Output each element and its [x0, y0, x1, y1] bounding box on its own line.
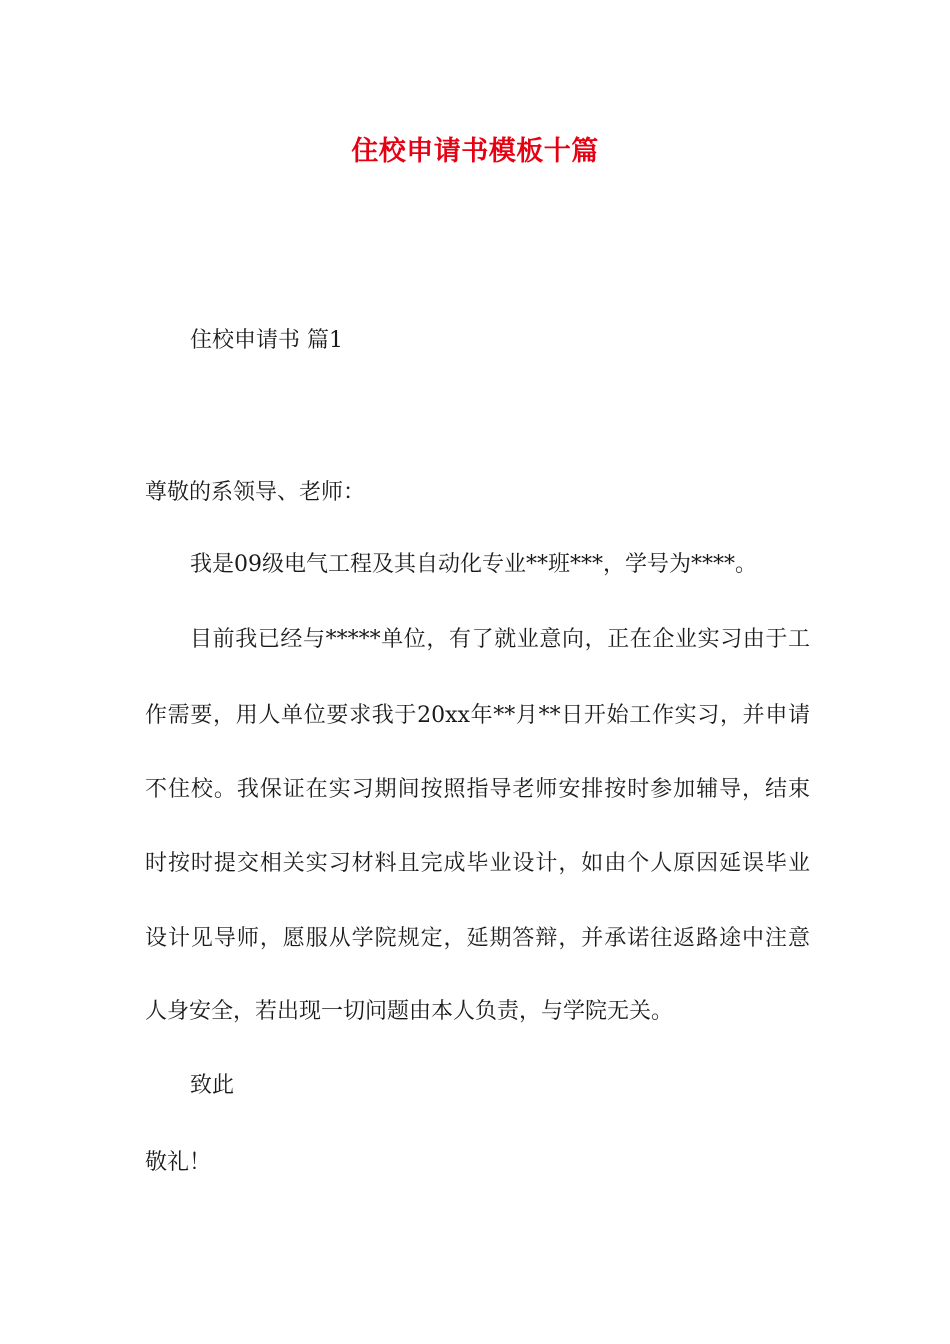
- salutation: 尊敬的系领导、老师：: [145, 480, 366, 505]
- paragraph-line-1: 目前我已经与*****单位，有了就业意向，正在企业实习由于工: [190, 627, 810, 652]
- paragraph-intro: 我是09级电气工程及其自动化专业**班***，学号为****。: [190, 552, 757, 577]
- regards: 敬礼！: [145, 1150, 212, 1175]
- paragraph-line-4: 时按时提交相关实习材料且完成毕业设计，如由个人原因延误毕业: [145, 851, 810, 876]
- paragraph-line-5: 设计见导师，愿服从学院规定，延期答辩，并承诺往返路途中注意: [145, 926, 810, 951]
- section-heading: 住校申请书 篇1: [190, 328, 343, 353]
- document-title: 住校申请书模板十篇: [351, 136, 599, 167]
- paragraph-line-2: 作需要，用人单位要求我于20xx年**月**日开始工作实习，并申请: [145, 703, 810, 728]
- paragraph-line-6: 人身安全，若出现一切问题由本人负责，与学院无关。: [145, 999, 674, 1024]
- paragraph-line-3: 不住校。我保证在实习期间按照指导老师安排按时参加辅导，结束: [145, 777, 810, 802]
- closing: 致此: [190, 1073, 235, 1098]
